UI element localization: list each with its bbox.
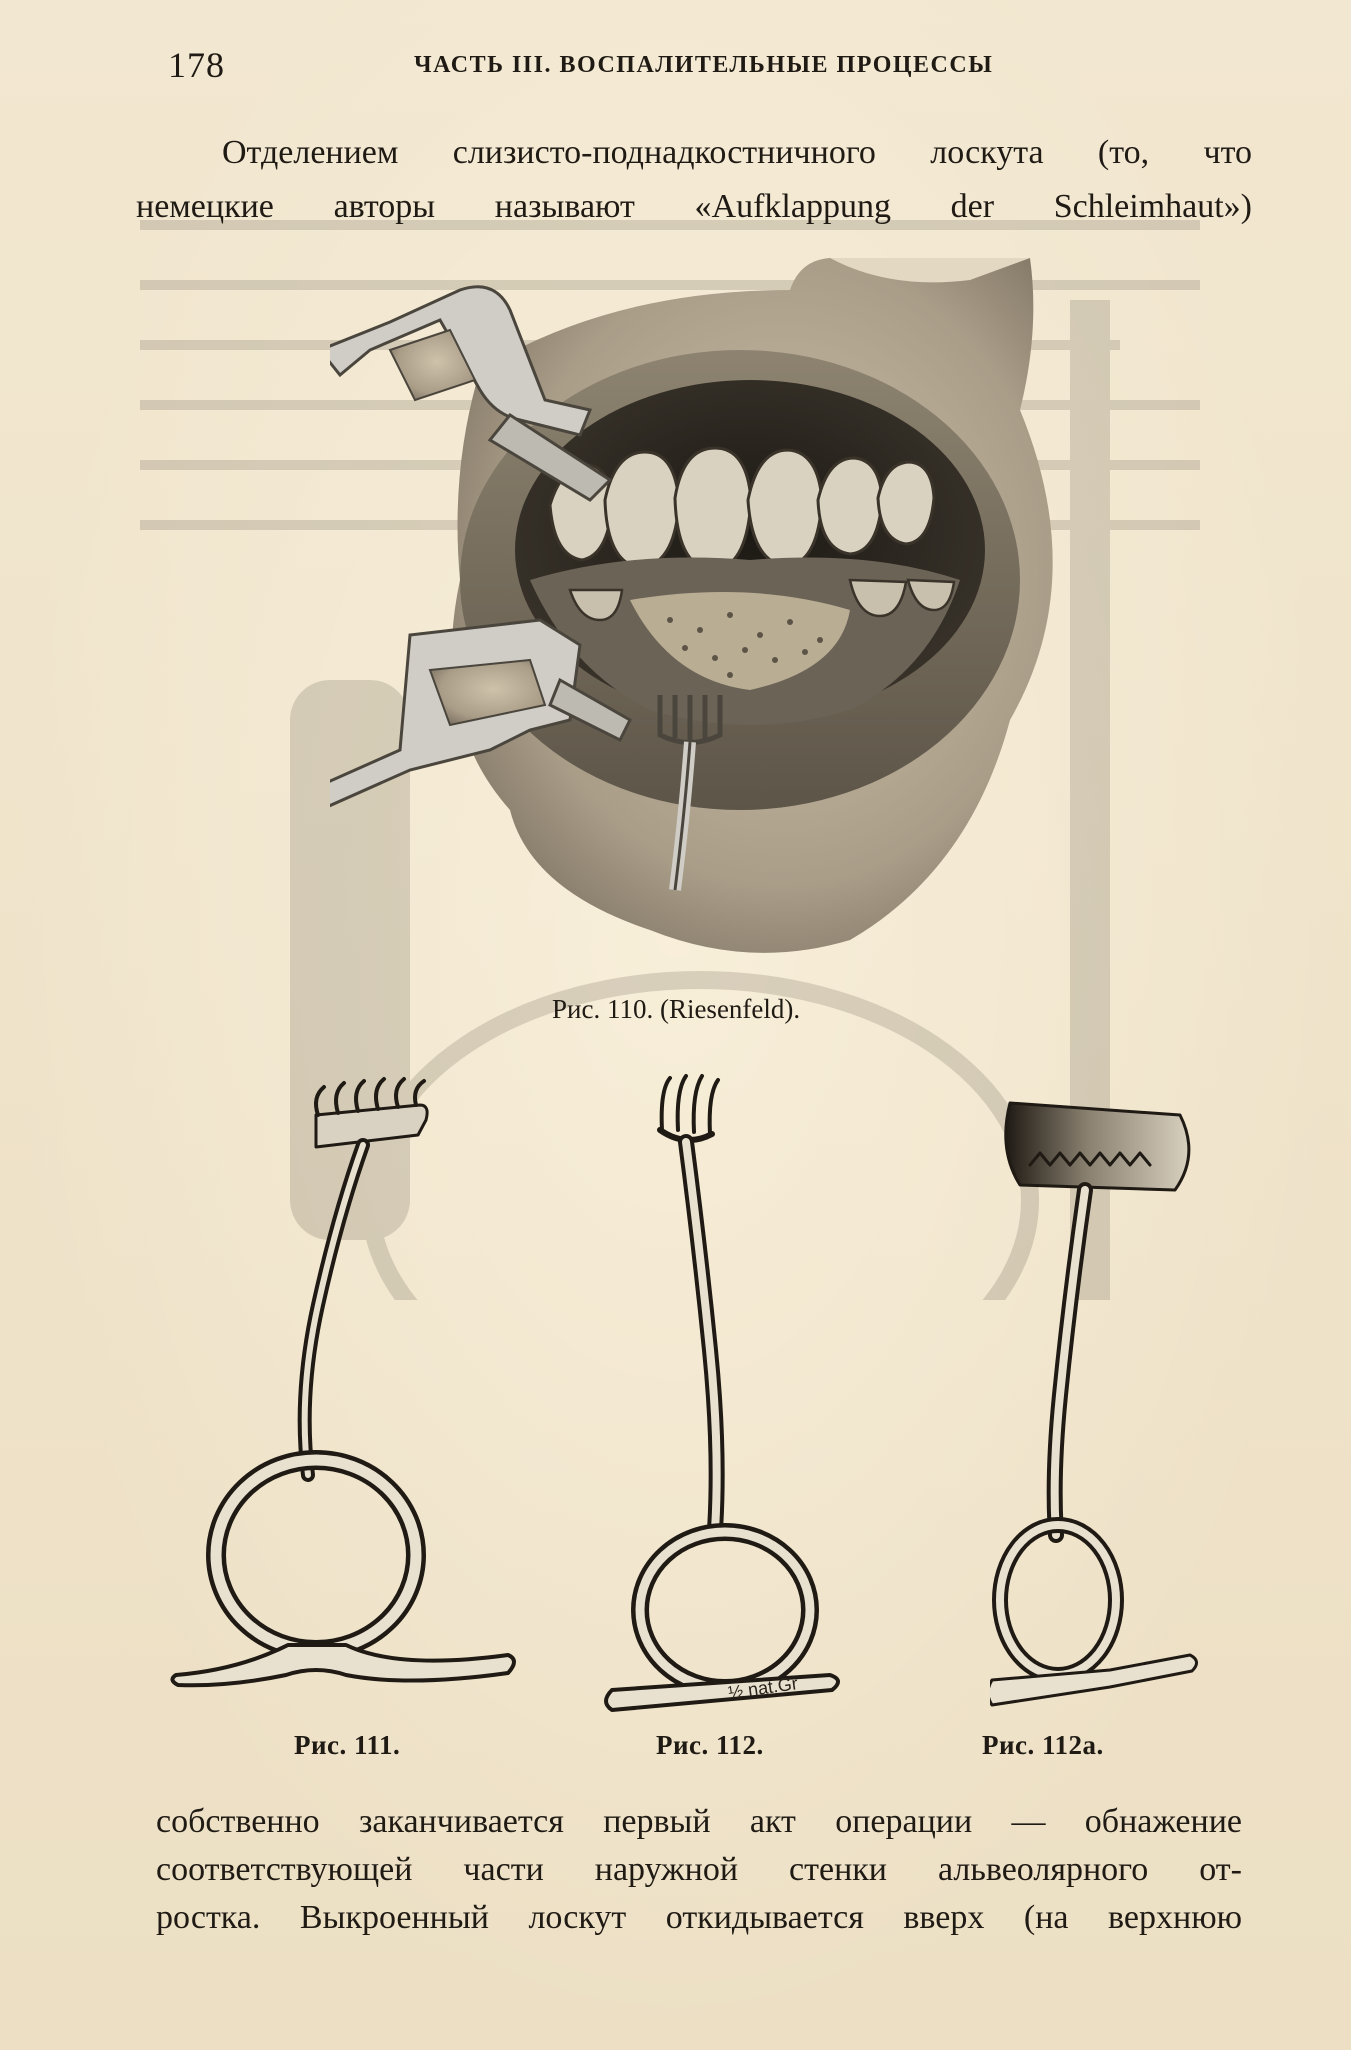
figure-111-caption <box>294 1730 400 1761</box>
fork-tines <box>662 1076 718 1134</box>
text-line: соответствующей части наружной стенки альвеолярного от- <box>156 1851 1242 1888</box>
running-head: ЧАСТЬ III. ВОСПАЛИТЕЛЬНЫЕ ПРОЦЕССЫ <box>414 52 994 78</box>
figure-110-mouth-retractor <box>330 250 1090 970</box>
page-number: 178 <box>168 45 225 85</box>
figure-111-rake-retractor <box>168 1075 518 1715</box>
figure-110-caption: Рис. 110. (Riesenfeld). <box>552 994 801 1024</box>
page-header <box>168 44 1208 94</box>
figure-112a-label: Рис. 112а. <box>982 1730 1104 1760</box>
bottom-paragraph <box>156 1798 1242 1942</box>
figure-111-label: Рис. 111. <box>294 1730 401 1760</box>
figure-112-caption <box>656 1730 764 1761</box>
scale-note: ½ nat.Gr <box>726 1673 800 1703</box>
text-line: ростка. Выкроенный лоскут откидывается вверх (на верхнюю <box>156 1899 1242 1936</box>
text-line: Отделением слизисто-поднадкостничного лоскута (то, что <box>222 134 1252 171</box>
text-line: собственно заканчивается первый акт операции — обнажение <box>156 1803 1242 1840</box>
top-paragraph <box>136 126 1252 234</box>
figure-112-label: Рис. 112. <box>656 1730 764 1760</box>
figure-112a-caption <box>982 1730 1104 1761</box>
figure-112a-blade-retractor <box>990 1095 1205 1715</box>
text-line: немецкие авторы называют «Aufklappung der Schleimhaut») <box>136 188 1252 225</box>
figure-112-fork-retractor <box>600 1070 860 1720</box>
